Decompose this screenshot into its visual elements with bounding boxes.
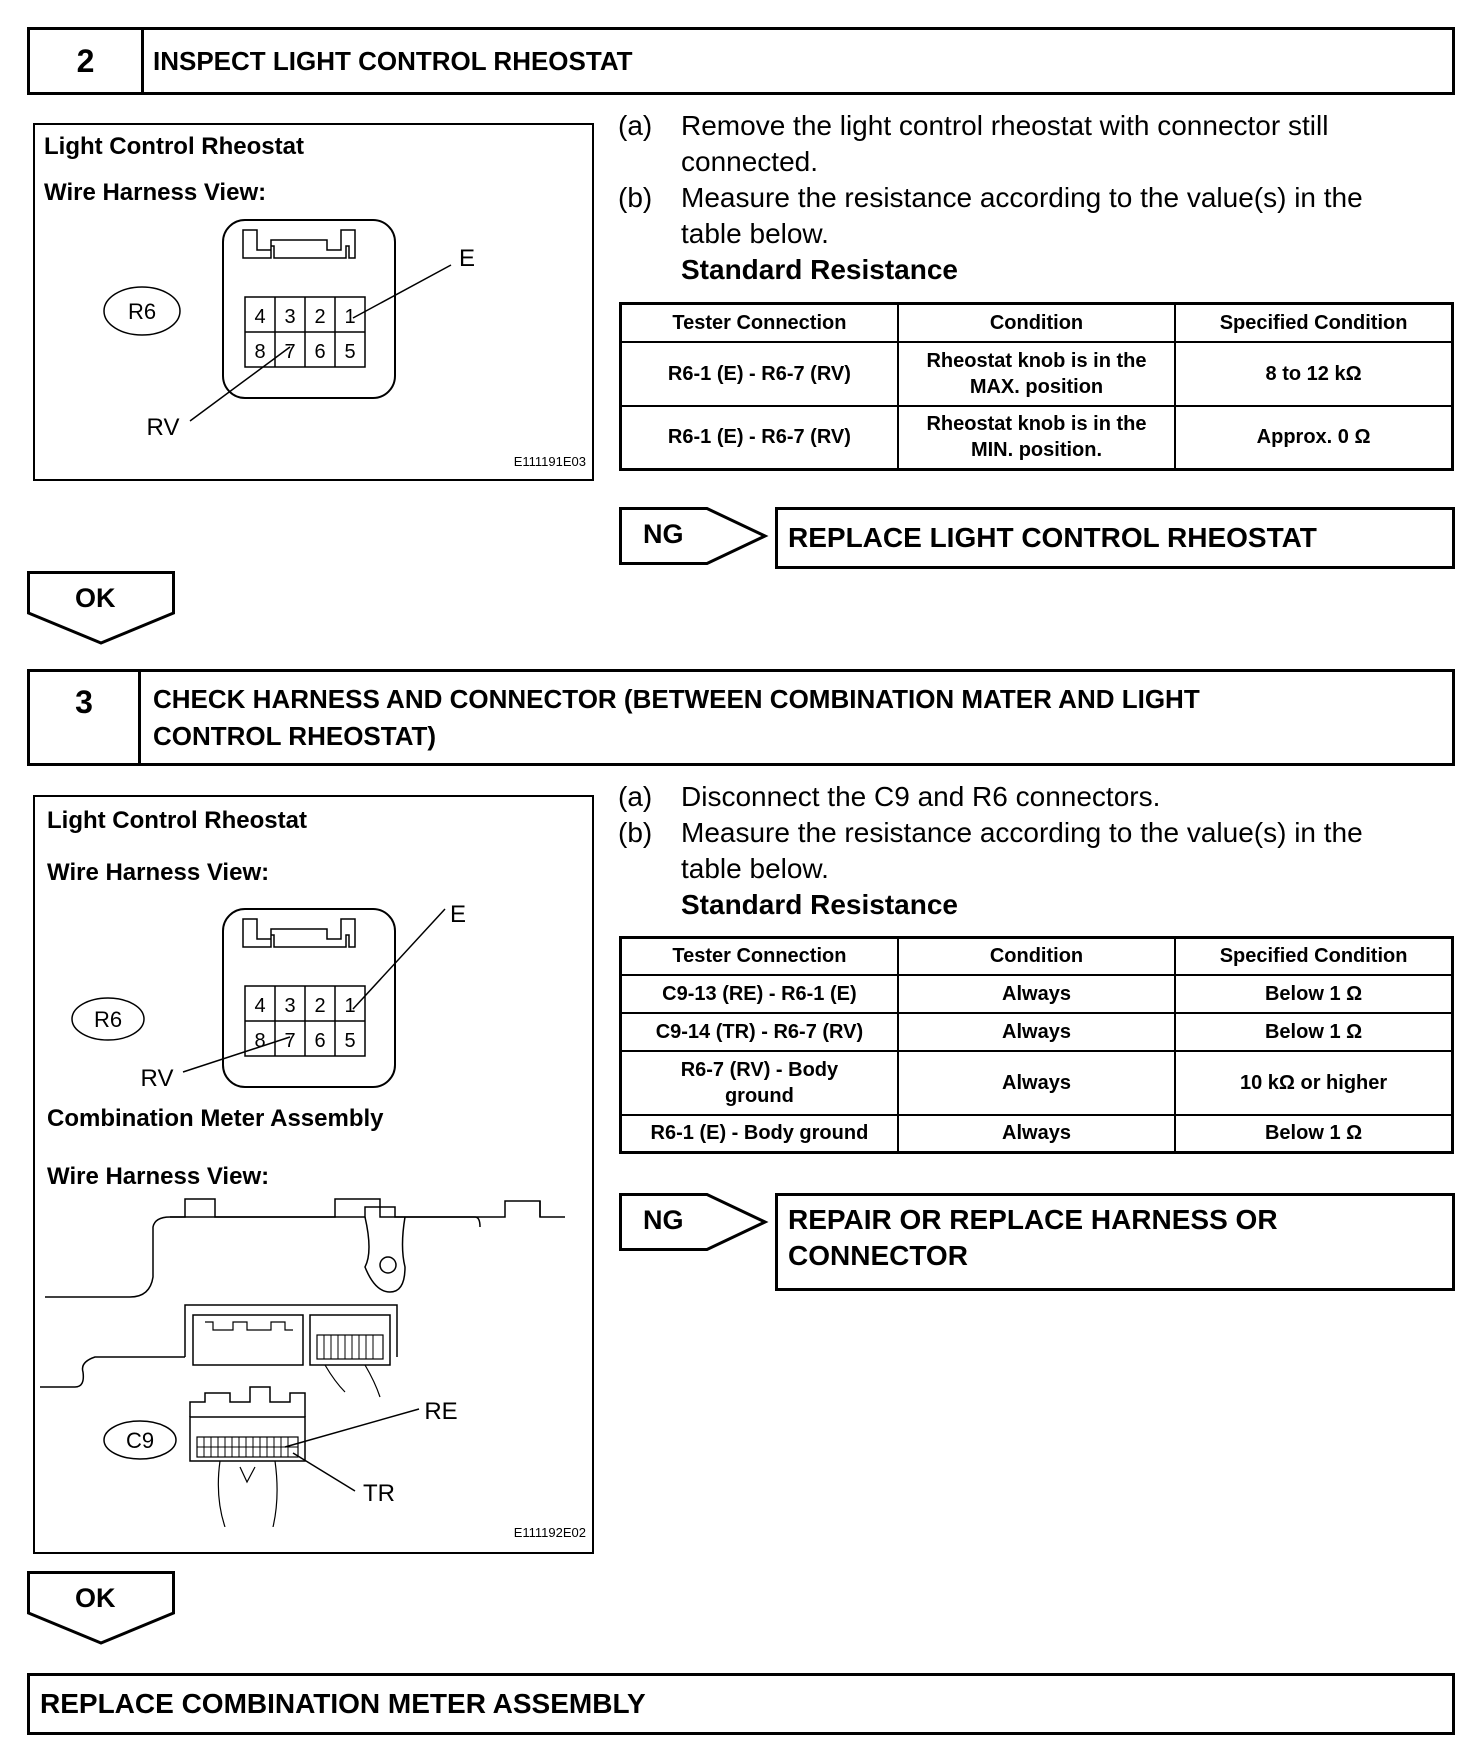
step-2-ng-action: REPLACE LIGHT CONTROL RHEOSTAT <box>775 507 1455 569</box>
pin-6: 6 <box>314 1030 326 1052</box>
pin-7: 7 <box>284 341 296 363</box>
step-2-instructions <box>618 108 1438 288</box>
c9-connector-diagram <box>35 1197 592 1527</box>
r6-label: R6 <box>93 1007 123 1032</box>
figure-title: Light Control Rheostat <box>44 133 304 160</box>
pin-1: 1 <box>344 306 356 328</box>
table-row: R6-7 (RV) - Body ground Always 10 kΩ or higher <box>621 1051 1453 1115</box>
instruction-b: (b) Measure the resistance according to the value(s) in the table below. <box>618 182 1363 249</box>
step-3-ok-marker <box>27 1571 175 1645</box>
figure-view-label: Wire Harness View: <box>44 179 267 206</box>
figure-title: Light Control Rheostat <box>47 807 307 834</box>
pin-5: 5 <box>344 341 356 363</box>
pin-7: 7 <box>284 1030 296 1052</box>
c9-label: C9 <box>125 1428 155 1453</box>
pin-3: 3 <box>284 995 296 1017</box>
ng-label: NG <box>643 519 684 549</box>
step-2-figure <box>33 123 594 481</box>
pin-8: 8 <box>254 1030 266 1052</box>
callout-e: E <box>458 245 476 272</box>
standard-resistance-heading: Standard Resistance <box>681 254 958 285</box>
header-condition: Condition <box>898 938 1175 975</box>
header-tester-connection: Tester Connection <box>621 938 898 975</box>
step-3-figure <box>33 795 594 1554</box>
pin-3: 3 <box>284 306 296 328</box>
pin-2: 2 <box>314 995 326 1017</box>
step-2-spec-table <box>619 302 1454 471</box>
table-row: C9-13 (RE) - R6-1 (E) Always Below 1 Ω <box>621 975 1453 1013</box>
standard-resistance-heading: Standard Resistance <box>681 889 958 920</box>
table-row: C9-14 (TR) - R6-7 (RV) Always Below 1 Ω <box>621 1013 1453 1051</box>
pin-4: 4 <box>254 995 266 1017</box>
instruction-b: (b) Measure the resistance according to the value(s) in the table below. <box>618 817 1363 884</box>
ng-arrow-icon <box>619 1193 769 1251</box>
step-2-ng-marker <box>619 507 769 565</box>
r6-connector-diagram <box>35 125 592 479</box>
callout-rv: RV <box>140 1065 174 1092</box>
header-tester-connection: Tester Connection <box>621 304 898 342</box>
step-2-number: 2 <box>30 30 144 92</box>
pin-6: 6 <box>314 341 326 363</box>
final-action: REPLACE COMBINATION METER ASSEMBLY <box>27 1673 1455 1735</box>
meter-title: Combination Meter Assembly <box>47 1105 384 1132</box>
figure-view-label: Wire Harness View: <box>47 859 270 886</box>
r6-label: R6 <box>127 299 157 324</box>
table-row: R6-1 (E) - R6-7 (RV) Rheostat knob is in the MAX. position 8 to 12 kΩ <box>621 342 1453 406</box>
step-3-header <box>27 669 1455 766</box>
pin-1: 1 <box>344 995 356 1017</box>
callout-tr: TR <box>363 1480 395 1507</box>
figure-id: E111191E03 <box>513 454 586 469</box>
callout-e: E <box>449 901 467 928</box>
header-specified-condition: Specified Condition <box>1175 938 1452 975</box>
step-2-title: INSPECT LIGHT CONTROL RHEOSTAT <box>153 45 633 76</box>
pin-2: 2 <box>314 306 326 328</box>
header-specified-condition: Specified Condition <box>1175 304 1452 342</box>
ok-label: OK <box>75 1583 116 1613</box>
step-2-header <box>27 27 1455 95</box>
table-row: R6-1 (E) - Body ground Always Below 1 Ω <box>621 1115 1453 1153</box>
step-3-number: 3 <box>30 672 141 763</box>
r6-connector-diagram <box>35 797 592 1127</box>
meter-view-label: Wire Harness View: <box>47 1163 270 1190</box>
step-3-ng-action: REPAIR OR REPLACE HARNESS OR CONNECTOR <box>775 1193 1455 1291</box>
step-2-ok-marker <box>27 571 175 645</box>
step-3-title: CHECK HARNESS AND CONNECTOR (BETWEEN COMBINATION MATER AND LIGHT CONTROL RHEOSTAT) <box>153 683 1200 751</box>
step-3-instructions <box>618 779 1438 923</box>
table-row: R6-1 (E) - R6-7 (RV) Rheostat knob is in the MIN. position. Approx. 0 Ω <box>621 406 1453 470</box>
ng-label: NG <box>643 1205 684 1235</box>
callout-rv: RV <box>146 414 180 441</box>
header-condition: Condition <box>898 304 1175 342</box>
step-3-spec-table <box>619 936 1454 1154</box>
ng-arrow-icon <box>619 507 769 565</box>
step-3-ng-marker <box>619 1193 769 1251</box>
pin-4: 4 <box>254 306 266 328</box>
pin-5: 5 <box>344 1030 356 1052</box>
figure-id: E111192E02 <box>513 1525 586 1540</box>
ok-label: OK <box>75 583 116 613</box>
instruction-a: (a) Remove the light control rheostat with connector still connected. <box>618 110 1329 177</box>
callout-re: RE <box>424 1398 458 1425</box>
instruction-a: (a) Disconnect the C9 and R6 connectors. <box>618 781 1161 812</box>
pin-8: 8 <box>254 341 266 363</box>
